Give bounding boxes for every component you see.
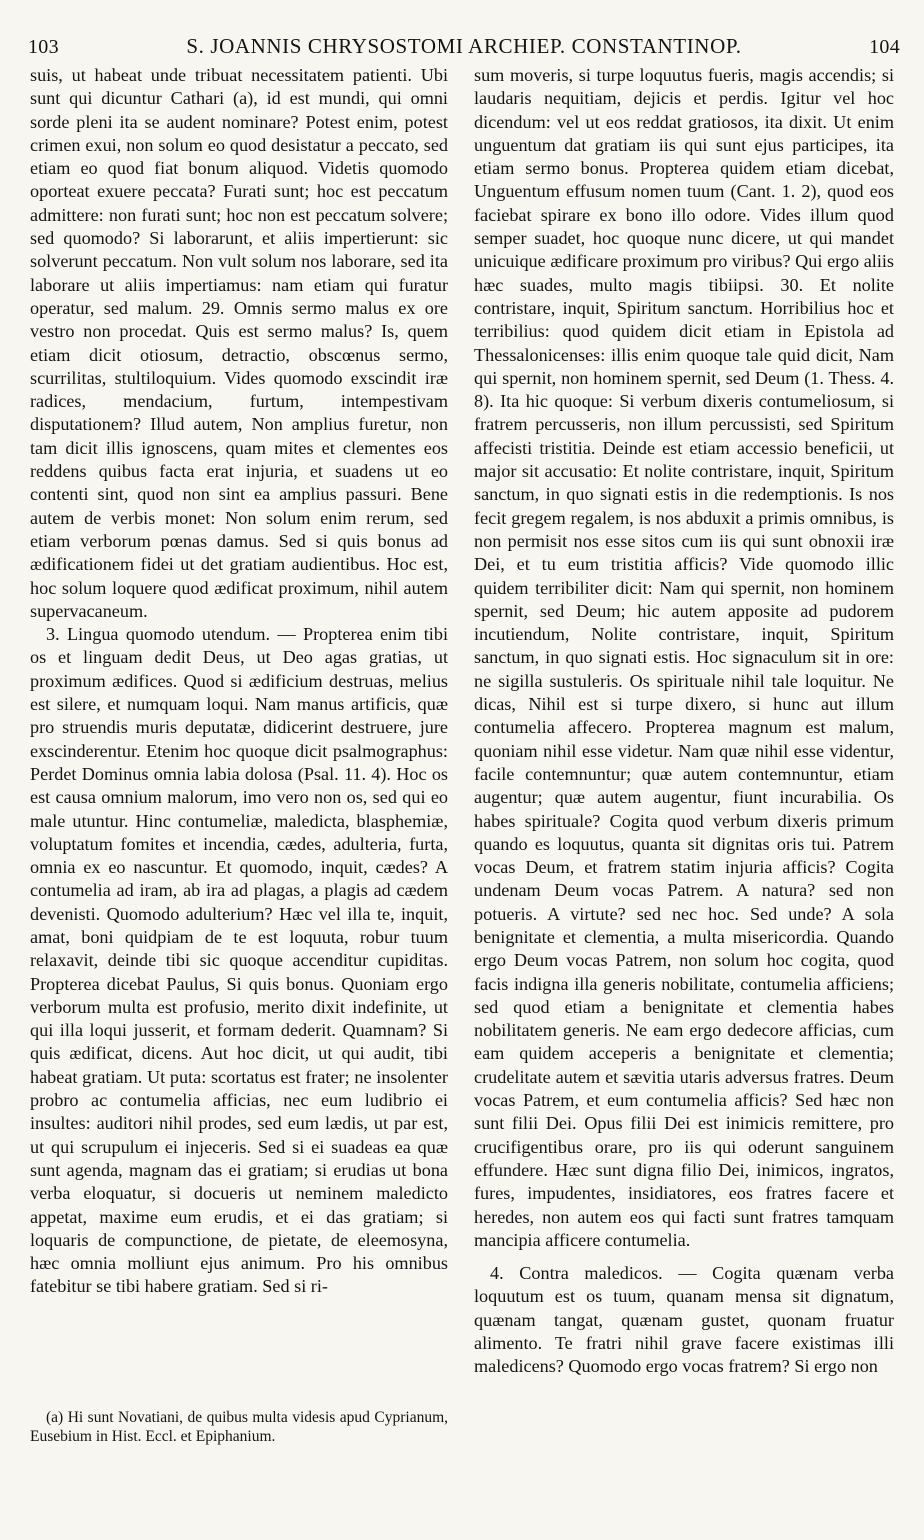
running-title: S. JOANNIS CHRYSOSTOMI ARCHIEP. CONSTANTINOP.: [186, 34, 742, 58]
right-column: [474, 64, 894, 1379]
right-paragraph-2: 4. Contra maledicos. — Cogita quænam verba loquutum est os tuum, quanam mensa sit dignatum, quænam tangat, quænam gustet, quonam fruatur alimento. Te fratri nihil grave facere existimas illi maledicens? Quomodo ergo vocas fratrem? Si ergo non: [474, 1263, 894, 1377]
left-paragraph-1: suis, ut habeat unde tribuat necessitatem patienti. Ubi sunt qui dicuntur Cathari (a), id est mundi, qui omni sorde pleni ita se audent nominare? Potest enim, potest crimen exui, non solum eo quod desistatur a peccato, sed etiam eo quod fiat bonum aliquod. Videtis quomodo oporteat exuere peccata? Furati sunt; hoc est peccatum admittere: non furati sunt; hoc non est peccatum solvere; sed quomodo? Si laborarunt, et aliis impertierunt: sic solverunt peccatum. Non vult solum nos laborare, sed ita laborare ut aliis impertiamus: nam etiam qui furatur operatur, sed malum. 29. Omnis sermo malus ex ore vestro non procedat. Quis est sermo malus? Is, quem etiam dicit otiosum, detractio, obscœnus sermo, scurrilitas, stultiloquium. Vides quomodo exscindit iræ radices, mendacium, furtum, intempestivam disputationem? Illud autem, Non amplius furetur, non tam dicit illis ignoscens, quam mites et clementes eos reddens quibus facta erat injuria, et suadens ut eo contenti sint, quod non sint ea amplius passuri. Bene autem de verbis monet: Non solum enim rerum, sed etiam verborum pœnas damus. Sed si quis bonus ad ædificationem fidei ut det gratiam audientibus. Hoc est, hoc solum loquere quod ædificat proximum, nihil autem supervacaneum.: [30, 65, 448, 621]
page-number-left: 103: [28, 36, 59, 58]
running-header: [28, 34, 900, 64]
footnote: (a) Hi sunt Novatiani, de quibus multa videsis apud Cyprianum, Eusebium in Hist. Eccl. et Epiphanium.: [30, 1409, 448, 1445]
left-column: [30, 64, 448, 1299]
left-paragraph-2: 3. Lingua quomodo utendum. — Propterea enim tibi os et linguam dedit Deus, ut Deo agas gratias, ut proximum ædifices. Quod si ædificium destruas, melius est silere, et numquam loqui. Nam manus artificis, quæ pro struendis muris deputatæ, didicerint destruere, jure exscinderentur. Etenim hoc quoque dicit psalmographus: Perdet Dominus omnia labia dolosa (Psal. 11. 4). Hoc os est causa omnium malorum, imo vero non os, sed qui eo male utuntur. Hinc contumeliæ, maledicta, blasphemiæ, voluptatum fomites et incendia, cædes, adulteria, furta, omnia ex eo nascuntur. Et quomodo, inquit, cædes? A contumelia ad iram, ab ira ad plagas, a plagis ad cædem devenisti. Quomodo adulterium? Hæc vel illa te, inquit, amat, boni quidpiam de te est loquuta, robur tuum relaxavit, deinde tibi sic quoque accenditur cupiditas. Propterea dicebat Paulus, Si quis bonus. Quoniam ergo verborum multa est profusio, merito dixit indefinite, ut qui illa loqui jusserit, et formam dederit. Quamnam? Si quis ædificat, dicens. Aut hoc dicit, ut qui audit, tibi habeat gratiam. Ut puta: scortatus est frater; ne insolenter probro ac contumelia afficias, nec eum ludibrio ei insultes: auditori nihil prodes, sed eum lædis, ut par est, ut qui scrupulum ei injeceris. Sed si ei suadeas ea quæ sunt agenda, magnam das ei gratiam; si erudias ut bona verba eloquatur, si docueris ut neminem maledicto appetat, maxime eum erudis, et ei das gratiam; si loquaris de compunctione, de pietate, de eleemosyna, hæc omnia molliunt ejus animum. Pro his omnibus fatebitur se tibi habere gratiam. Sed si ri-: [30, 624, 448, 1297]
right-paragraph-1: sum moveris, si turpe loquutus fueris, magis accendis; si laudaris nequitiam, dejicis et perdis. Igitur vel hoc dicendum: vel ut eos reddat gratiosos, ita dixit. Ut enim unguentum dat gratiam iis qui sunt ejus participes, ita etiam sermo bonus. Propterea quidem etiam dicebat, Unguentum effusum nomen tuum (Cant. 1. 2), quod eos faciebat spirare ex bono illo odore. Vides illum quod semper suadet, hoc quoque nunc dicere, ut qui mandet unicuique ædificare proximum pro viribus? Qui ergo aliis hæc suades, multo magis tibiipsi. 30. Et nolite contristare, inquit, Spiritum sanctum. Horribilius hoc et terribilius: quod quidem dicit etiam in Epistola ad Thessalonicenses: illis enim quoque tale quid dicit, Nam qui spernit, non hominem spernit, sed Deum (1. Thess. 4. 8). Ita hic quoque: Si verbum dixeris contumeliosum, si fratrem percusseris, non illum percussisti, sed Spiritum affecisti tristitia. Deinde est etiam accessio beneficii, ut major sit accusatio: Et nolite contristare, inquit, Spiritum sanctum, in quo signati estis in die redemptionis. Is nos fecit gregem regalem, is nos abduxit a primis omnibus, is non permisit nos esse sitos cum iis qui sunt obnoxii iræ Dei, et tu eum tristitia afficis? Vide quomodo illic quidem terribiliter dicit: Nam qui spernit, non hominem spernit, sed Deum; hic autem apposite ad pudorem incutiendum, Nolite contristare, inquit, Spiritum sanctum, in quo signati estis. Hoc signaculum sit in ore: ne sigilla sustuleris. Os spirituale nihil tale loquitur. Ne dicas, Nihil est si turpe dixero, si hunc aut illum contumelia affecero. Propterea magnum est malum, quoniam nihil esse videtur. Nam quæ nihil esse videntur, facile contemnuntur; quæ autem contemnuntur, etiam augentur; quæ autem augentur, fiunt incurabilia. Os habes spirituale? Cogita quod verbum dixeris primum quando es loquutus, quanta sit dignitas oris tui. Patrem vocas Deum, et fratrem statim injuria afficis? Cogita undenam Deum vocas Patrem. A natura? sed non potueris. A virtute? sed nec hoc. Sed unde? A sola benignitate et clementia, a multa misericordia. Quando ergo Deum vocas Patrem, non solum hoc cogita, quod facis indigna illa generis nobilitate, contumelia afficiens; sed quod etiam a benignitate et clementia habes nobilitatem generis. Ne eam ergo dedecore afficias, cum eam quidem acceperis a benignitate et clementia; crudelitate autem et sævitia utaris adversus fratres. Deum vocas Patrem, et eum contumelia afficis? Sed hæc non sunt filii Dei. Opus filii Dei est inimicis remittere, pro crucifigentibus orare, pro iis qui oderunt sanguinem effundere. Hæc sunt digna filio Dei, inimicos, ingratos, fures, impudentes, insidiatores, eos fratres facere et heredes, non autem eos qui facti sunt fratres tamquam mancipia afficere contumelia.: [474, 65, 894, 1250]
paragraph-gap: [474, 1252, 894, 1262]
page-number-right: 104: [869, 36, 900, 58]
